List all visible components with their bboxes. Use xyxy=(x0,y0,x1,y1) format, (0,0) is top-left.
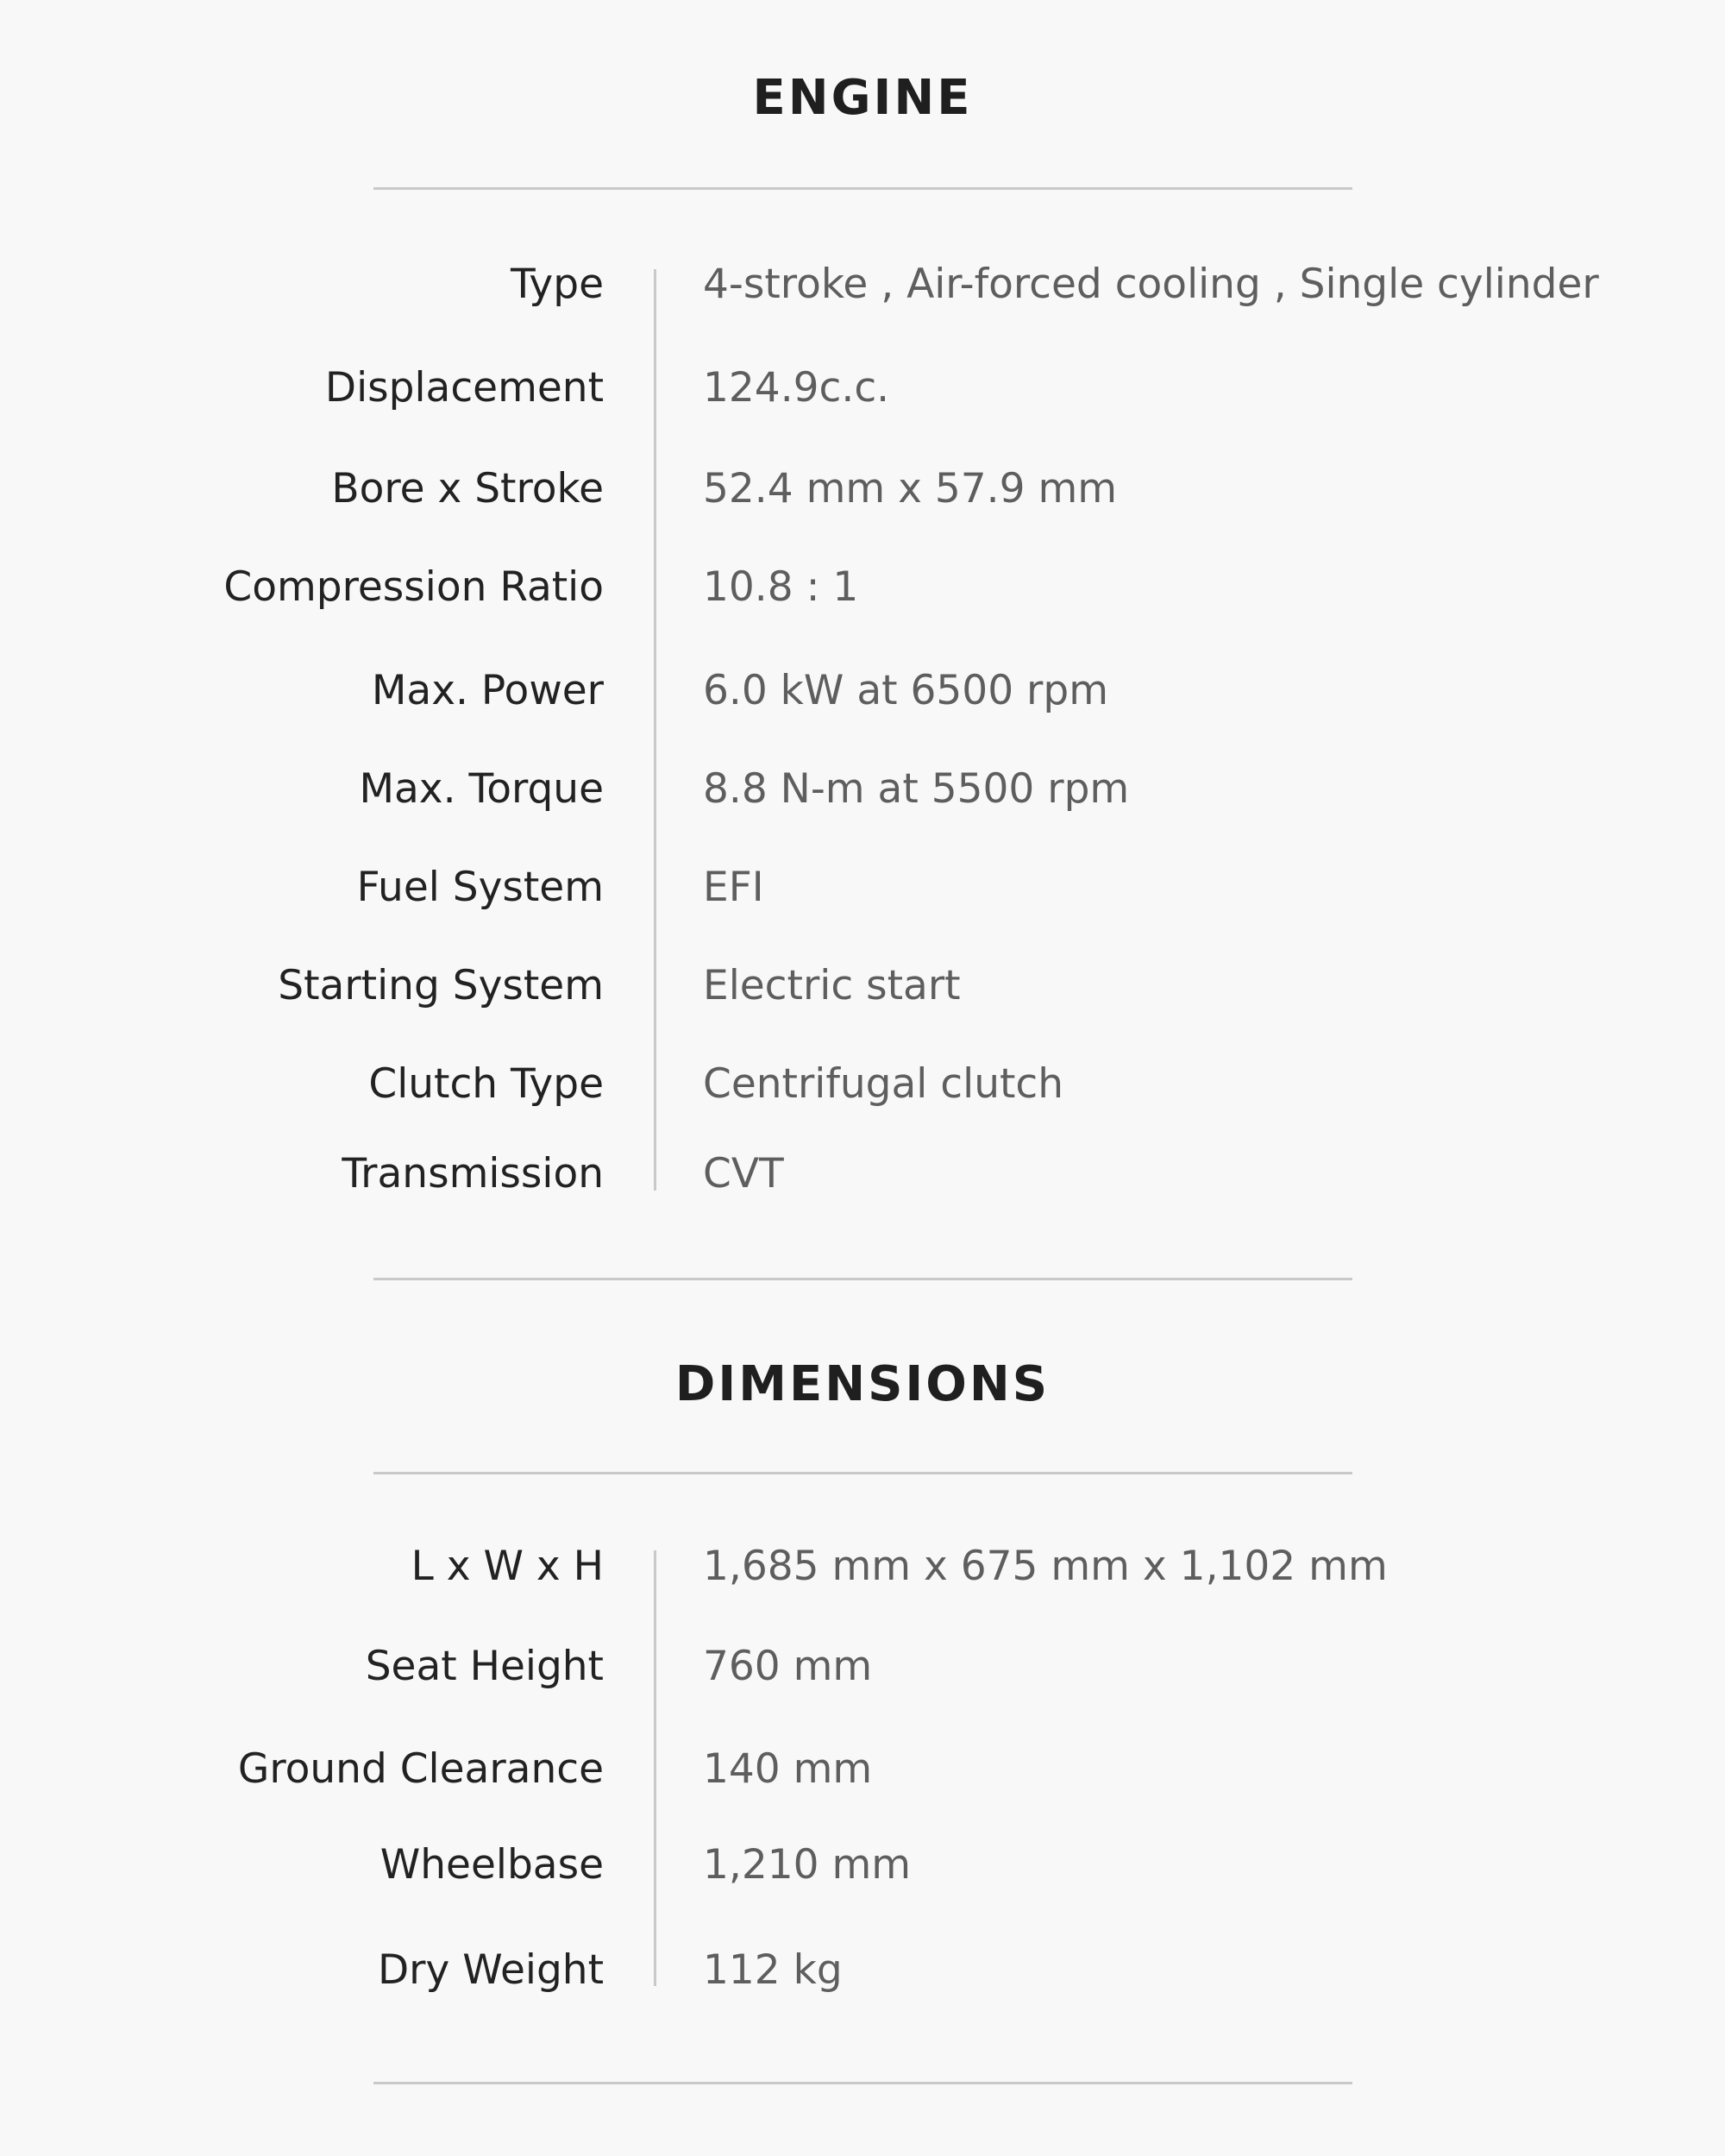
spec-value: 112 kg xyxy=(703,1946,843,1994)
spec-value: 8.8 N-m at 5500 rpm xyxy=(703,765,1130,813)
spec-row-fuel-system xyxy=(0,862,1725,914)
spec-label: Fuel System xyxy=(356,864,604,911)
spec-value: 140 mm xyxy=(703,1745,873,1793)
spec-row-bore-stroke xyxy=(0,463,1725,515)
spec-value: 1,210 mm xyxy=(703,1841,912,1889)
spec-label: Displacement xyxy=(324,364,604,412)
spec-row-displacement xyxy=(0,362,1725,414)
spec-value: 10.8 : 1 xyxy=(703,563,859,611)
spec-label: L x W x H xyxy=(411,1543,604,1590)
spec-row-seat-height xyxy=(0,1641,1725,1693)
spec-value: 1,685 mm x 675 mm x 1,102 mm xyxy=(703,1543,1388,1590)
spec-label: Seat Height xyxy=(365,1643,604,1690)
spec-value: 52.4 mm x 57.9 mm xyxy=(703,465,1118,512)
spec-label: Bore x Stroke xyxy=(331,465,604,512)
spec-value: CVT xyxy=(703,1150,784,1197)
spec-row-transmission xyxy=(0,1148,1725,1200)
engine-section-title: ENGINE xyxy=(752,70,973,126)
spec-label: Transmission xyxy=(342,1150,604,1197)
engine-bottom-divider xyxy=(373,1278,1352,1280)
spec-label: Clutch Type xyxy=(368,1060,604,1108)
spec-label: Starting System xyxy=(278,962,604,1009)
spec-label: Type xyxy=(511,261,604,308)
spec-value: 124.9c.c. xyxy=(703,364,890,412)
spec-row-type xyxy=(0,259,1725,311)
dimensions-bottom-divider xyxy=(373,2082,1352,2084)
spec-row-starting-system xyxy=(0,960,1725,1012)
spec-row-lwh xyxy=(0,1541,1725,1593)
spec-label: Wheelbase xyxy=(380,1841,604,1889)
spec-row-max-torque xyxy=(0,764,1725,815)
spec-row-dry-weight xyxy=(0,1945,1725,1996)
spec-label: Max. Torque xyxy=(359,765,604,813)
spec-value: 4-stroke , Air-forced cooling , Single cylinder xyxy=(703,261,1599,308)
engine-top-divider xyxy=(373,187,1352,190)
spec-row-wheelbase xyxy=(0,1839,1725,1891)
spec-value: EFI xyxy=(703,864,764,911)
spec-value: Electric start xyxy=(703,962,961,1009)
spec-label: Compression Ratio xyxy=(223,563,604,611)
spec-label: Ground Clearance xyxy=(237,1745,604,1793)
spec-row-compression-ratio xyxy=(0,562,1725,613)
spec-label: Dry Weight xyxy=(377,1946,604,1994)
spec-value: 6.0 kW at 6500 rpm xyxy=(703,667,1108,714)
dimensions-section-title: DIMENSIONS xyxy=(674,1356,1051,1412)
spec-value: Centrifugal clutch xyxy=(703,1060,1064,1108)
spec-row-ground-clearance xyxy=(0,1744,1725,1795)
dimensions-top-divider xyxy=(373,1472,1352,1474)
spec-value: 760 mm xyxy=(703,1643,873,1690)
spec-label: Max. Power xyxy=(371,667,604,714)
spec-row-clutch-type xyxy=(0,1059,1725,1110)
spec-row-max-power xyxy=(0,665,1725,717)
